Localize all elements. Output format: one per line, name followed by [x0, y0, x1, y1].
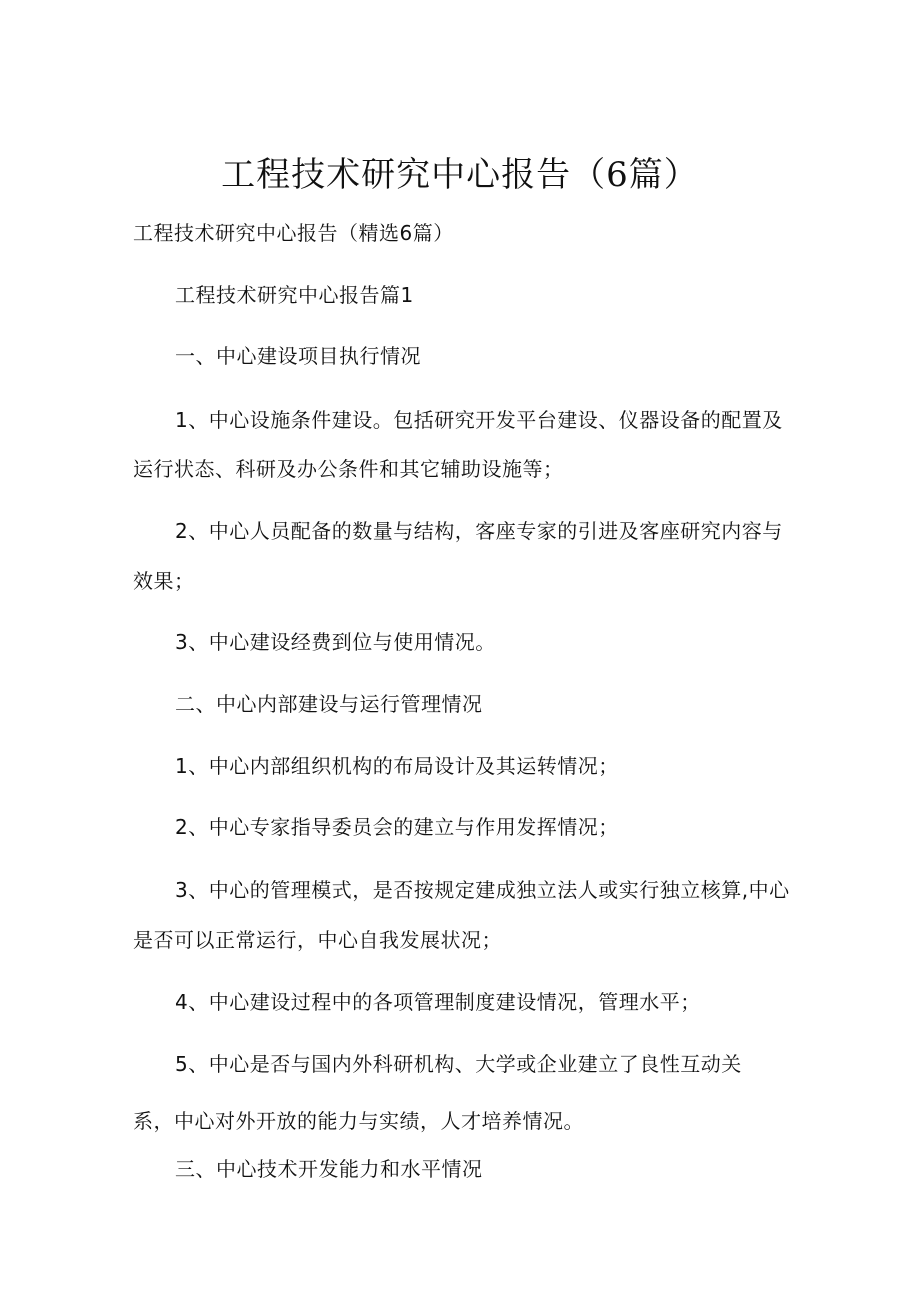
paragraph-line: 2、中心人员配备的数量与结构，客座专家的引进及客座研究内容与: [175, 519, 783, 543]
paragraph-line: 4、中心建设过程中的各项管理制度建设情况，管理水平；: [175, 990, 701, 1014]
section-heading: 一、中心建设项目执行情况: [175, 344, 421, 368]
section-heading: 二、中心内部建设与运行管理情况: [175, 692, 483, 716]
paragraph-line: 5、中心是否与国内外科研机构、大学或企业建立了良性互动关: [175, 1052, 742, 1076]
article-heading: 工程技术研究中心报告篇1: [175, 283, 414, 307]
document-title: 工程技术研究中心报告（6篇）: [221, 155, 699, 195]
paragraph-line: 运行状态、科研及办公条件和其它辅助设施等；: [133, 457, 564, 481]
paragraph-line: 3、中心建设经费到位与使用情况。: [175, 630, 496, 654]
paragraph-line: 1、中心内部组织机构的布局设计及其运转情况；: [175, 754, 619, 778]
document-subtitle: 工程技术研究中心报告（精选6篇）: [133, 221, 454, 245]
paragraph-line: 是否可以正常运行，中心自我发展状况；: [133, 928, 502, 952]
paragraph-line: 1、中心设施条件建设。包括研究开发平台建设、仪器设备的配置及: [175, 408, 783, 432]
section-heading: 三、中心技术开发能力和水平情况: [175, 1157, 483, 1181]
paragraph-line: 系，中心对外开放的能力与实绩，人才培养情况。: [133, 1109, 584, 1133]
paragraph-line: 3、中心的管理模式，是否按规定建成独立法人或实行独立核算,中心: [175, 878, 790, 902]
paragraph-line: 2、中心专家指导委员会的建立与作用发挥情况；: [175, 815, 619, 839]
paragraph-line: 效果；: [133, 569, 195, 593]
